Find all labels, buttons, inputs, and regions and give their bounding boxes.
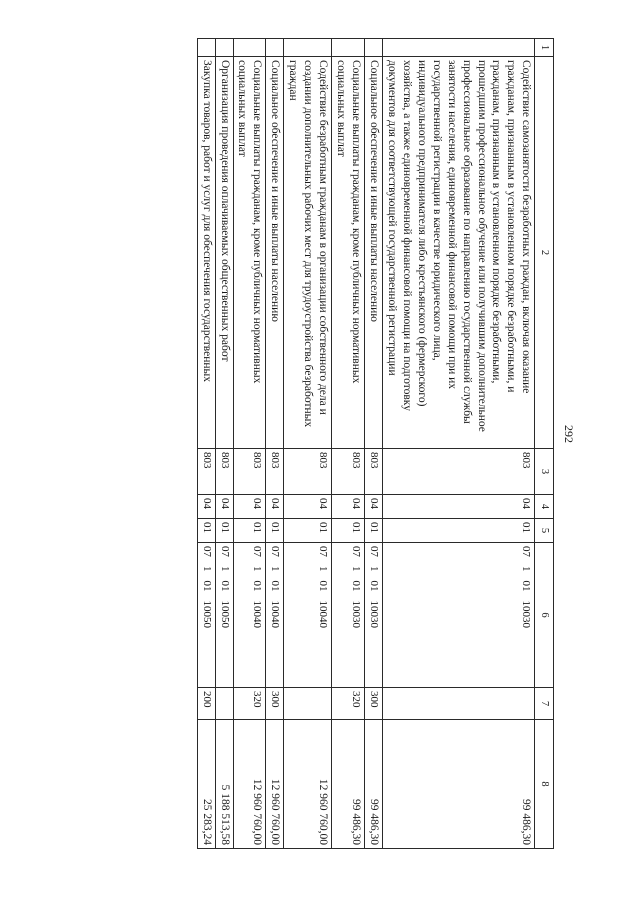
row-name-cell: Содействие самозанятости безработных граждан, включая оказание гражданам, признанным в установленном порядке безработными, и гражданам, признанным в установленном порядке безработными, прошедшим профессиональное обучение или получившим дополнительное профессиональное образование по направлению государственной службы занятости населения, единовременной финансовой помощи при их государственной регистрации в качестве юридического лица, индивидуального предпринимателя либо крестьянского (фермерского) хозяйства, а также единовременной финансовой помощи на подготовку документов для соответствующей государственной регистрации xyxy=(382,57,534,449)
target-article-cell xyxy=(233,543,266,688)
amount-cell: 12 960 760,00 xyxy=(233,720,266,849)
row-name-cell: Социальные выплаты гражданам, кроме публичных нормативных социальных выплат xyxy=(233,57,266,449)
target-article-segment: 01 xyxy=(367,580,380,592)
target-article-segment: 10030 xyxy=(350,600,363,628)
page-number: 292 xyxy=(562,425,576,443)
subsection-code-cell: 01 xyxy=(215,519,233,543)
header-cell: 8 xyxy=(535,720,554,849)
header-cell: 4 xyxy=(535,495,554,519)
target-article-segment: 07 xyxy=(350,546,363,557)
target-article-segment: 10040 xyxy=(251,600,264,628)
target-article-segment: 1 xyxy=(200,566,213,572)
target-article-segment: 01 xyxy=(269,580,282,592)
amount-cell: 99 486,30 xyxy=(382,720,534,849)
empty-cell xyxy=(284,39,332,57)
empty-cell xyxy=(332,39,365,57)
empty-cell xyxy=(215,39,233,57)
amount-cell: 99 486,30 xyxy=(365,720,383,849)
target-article-segment: 10050 xyxy=(200,600,213,628)
section-code-cell: 04 xyxy=(332,495,365,519)
target-article-segment: 1 xyxy=(350,566,363,572)
section-code-cell: 04 xyxy=(215,495,233,519)
header-cell: 6 xyxy=(535,543,554,688)
section-code-cell: 04 xyxy=(284,495,332,519)
target-article-segment: 01 xyxy=(218,580,231,592)
section-code-cell: 04 xyxy=(197,495,215,519)
target-article-segment: 10050 xyxy=(218,600,231,628)
row-name-cell: Содействие безработным гражданам в организации собственного дела и создании дополнительных рабочих мест для трудоустройства безработных граждан xyxy=(284,57,332,449)
target-article-cell xyxy=(284,543,332,688)
expense-type-cell: 320 xyxy=(233,688,266,720)
header-cell: 1 xyxy=(535,39,554,57)
expense-type-cell xyxy=(215,688,233,720)
target-article-segment: 10040 xyxy=(317,600,330,628)
empty-cell xyxy=(197,39,215,57)
admin-code-cell: 803 xyxy=(332,449,365,495)
admin-code-cell: 803 xyxy=(382,449,534,495)
header-cell: 3 xyxy=(535,449,554,495)
section-code-cell: 04 xyxy=(266,495,284,519)
target-article-segment: 07 xyxy=(251,546,264,557)
header-cell: 5 xyxy=(535,519,554,543)
rotated-content xyxy=(78,30,578,880)
empty-cell xyxy=(266,39,284,57)
target-article-segment: 1 xyxy=(218,566,231,572)
table-row xyxy=(332,39,365,849)
header-cell: 7 xyxy=(535,688,554,720)
budget-table xyxy=(197,38,554,849)
target-article-segment: 07 xyxy=(367,546,380,557)
amount-cell: 12 960 760,00 xyxy=(266,720,284,849)
table-row xyxy=(266,39,284,849)
target-article-segment: 07 xyxy=(317,546,330,557)
admin-code-cell: 803 xyxy=(197,449,215,495)
target-article-segment: 1 xyxy=(251,566,264,572)
target-article-cell xyxy=(365,543,383,688)
subsection-code-cell: 01 xyxy=(197,519,215,543)
target-article-segment: 01 xyxy=(251,580,264,592)
subsection-code-cell: 01 xyxy=(266,519,284,543)
admin-code-cell: 803 xyxy=(215,449,233,495)
target-article-cell xyxy=(215,543,233,688)
amount-cell: 99 486,30 xyxy=(332,720,365,849)
amount-cell: 12 960 760,00 xyxy=(284,720,332,849)
section-code-cell: 04 xyxy=(382,495,534,519)
subsection-code-cell: 01 xyxy=(284,519,332,543)
table-row xyxy=(365,39,383,849)
row-name-cell: Социальное обеспечение и иные выплаты населению xyxy=(266,57,284,449)
target-article-segment: 1 xyxy=(520,566,533,572)
target-article-segment: 07 xyxy=(200,546,213,557)
target-article-segment: 1 xyxy=(269,566,282,572)
admin-code-cell: 803 xyxy=(365,449,383,495)
header-cell: 2 xyxy=(535,57,554,449)
table-row xyxy=(284,39,332,849)
target-article-segment: 07 xyxy=(520,546,533,557)
target-article-segment: 1 xyxy=(317,566,330,572)
expense-type-cell: 320 xyxy=(332,688,365,720)
target-article-segment: 1 xyxy=(367,566,380,572)
empty-cell xyxy=(365,39,383,57)
target-article-segment: 01 xyxy=(200,580,213,592)
admin-code-cell: 803 xyxy=(266,449,284,495)
admin-code-cell: 803 xyxy=(233,449,266,495)
section-code-cell: 04 xyxy=(233,495,266,519)
target-article-segment: 10040 xyxy=(269,600,282,628)
row-name-cell: Социальное обеспечение и иные выплаты населению xyxy=(365,57,383,449)
target-article-segment: 10030 xyxy=(520,600,533,628)
row-name-cell: Организация проведения оплачиваемых общественных работ xyxy=(215,57,233,449)
table-row xyxy=(197,39,215,849)
subsection-code-cell: 01 xyxy=(365,519,383,543)
table-row xyxy=(215,39,233,849)
target-article-segment: 07 xyxy=(269,546,282,557)
section-code-cell: 04 xyxy=(365,495,383,519)
expense-type-cell: 300 xyxy=(266,688,284,720)
table-header-row xyxy=(535,39,554,849)
amount-cell: 5 188 513,58 xyxy=(215,720,233,849)
target-article-cell xyxy=(332,543,365,688)
row-name-cell: Закупка товаров, работ и услуг для обеспечения государственных xyxy=(197,57,215,449)
target-article-segment: 07 xyxy=(218,546,231,557)
amount-cell: 25 283,24 xyxy=(197,720,215,849)
table-row xyxy=(233,39,266,849)
row-name-cell: Социальные выплаты гражданам, кроме публичных нормативных социальных выплат xyxy=(332,57,365,449)
subsection-code-cell: 01 xyxy=(233,519,266,543)
subsection-code-cell: 01 xyxy=(332,519,365,543)
empty-cell xyxy=(233,39,266,57)
target-article-cell xyxy=(197,543,215,688)
target-article-cell xyxy=(266,543,284,688)
target-article-segment: 01 xyxy=(350,580,363,592)
target-article-cell xyxy=(382,543,534,688)
target-article-segment: 10030 xyxy=(367,600,380,628)
empty-cell xyxy=(382,39,534,57)
expense-type-cell: 300 xyxy=(365,688,383,720)
table-row xyxy=(382,39,534,849)
expense-type-cell xyxy=(382,688,534,720)
subsection-code-cell: 01 xyxy=(382,519,534,543)
expense-type-cell xyxy=(284,688,332,720)
target-article-segment: 01 xyxy=(520,580,533,592)
target-article-segment: 01 xyxy=(317,580,330,592)
expense-type-cell: 200 xyxy=(197,688,215,720)
admin-code-cell: 803 xyxy=(284,449,332,495)
